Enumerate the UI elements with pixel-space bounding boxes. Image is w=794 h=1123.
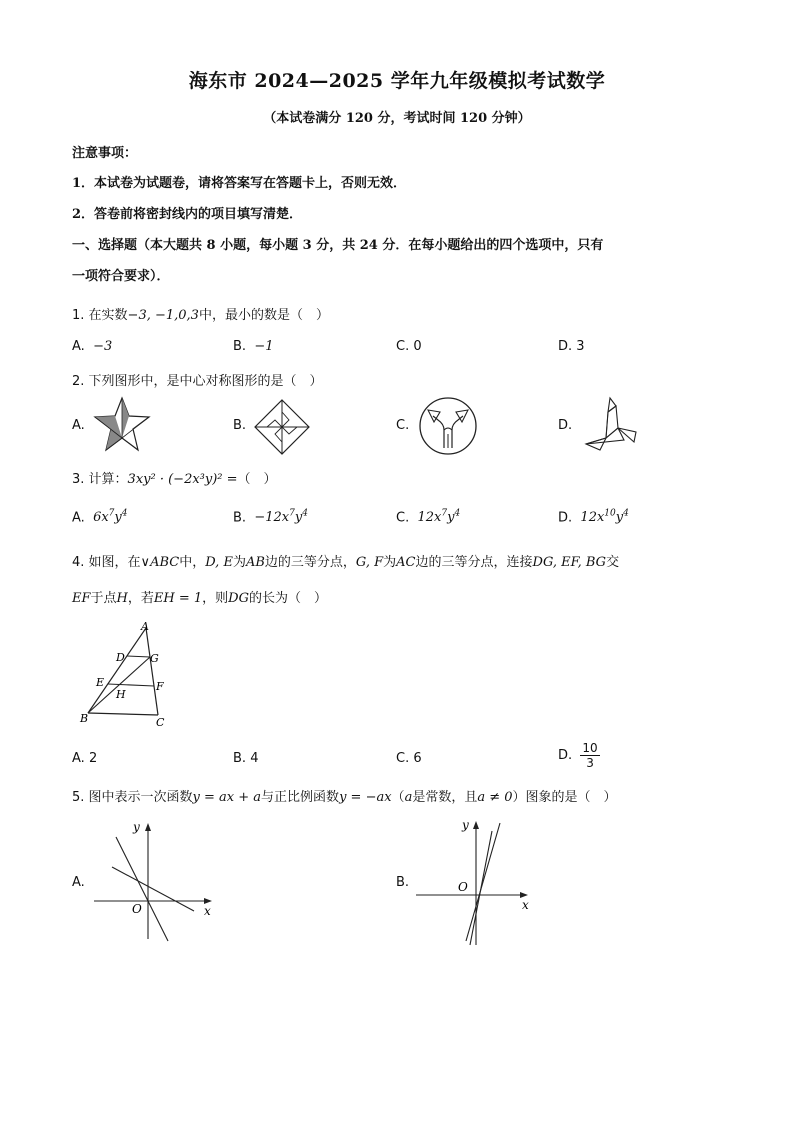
q5-graph-a[interactable] [90,815,220,945]
point-label-f: F [156,680,164,693]
vertex-label-a: A [141,620,149,633]
note-item-1: 1．本试卷为试题卷，请将答案写在答题卡上，否则无效． [72,176,407,191]
question-3-stem [72,468,277,487]
option-letter: A. [72,339,85,354]
page-title: 海东市 2024—2025 学年九年级模拟考试数学 [188,70,606,92]
q5-option-a-label: A. [72,875,85,890]
option-text: −1 [254,339,274,354]
paper-crane-icon[interactable] [578,394,640,456]
q2-option-c-label: C. [396,418,410,433]
point-label-d: D [116,651,125,664]
origin-label: O [458,880,468,894]
origin-label: O [132,902,142,916]
q3-prefix: 3. 计算： [72,472,128,487]
question-4-stem-line-1: 4. 如图，在∨ABC中，D, E为AB边的三等分点，G, F为AC边的三等分点，连接DG, EF, BG交 [72,555,620,570]
q3-expression: 3xy² · (−2x³y)² = [127,472,238,487]
q5-graph-b[interactable] [412,815,542,950]
option-letter: D. [558,339,573,354]
q2-option-a-label: A. [72,418,85,433]
q2-option-d-label: D. [558,418,573,433]
option-letter: C. [396,510,410,526]
q3-suffix: （ ） [237,472,277,487]
q1-option-c[interactable] [396,339,422,354]
q3-option-c[interactable] [396,509,460,525]
option-letter: B. [233,751,247,766]
y-axis-label: y [462,818,469,832]
question-2-stem: 2. 下列图形中，是中心对称图形的是（ ） [72,374,323,389]
vertex-label-c: C [156,716,165,729]
option-text: 0 [413,339,422,354]
option-text: 3 [576,339,585,354]
section-heading-line-1: 一、选择题（本大题共 8 小题，每小题 3 分，共 24 分．在每小题给出的四个选项中，只有 [72,238,604,253]
q3-option-a[interactable] [72,509,128,525]
q1-option-a[interactable] [72,339,112,354]
q1-option-b[interactable] [233,339,274,354]
triangle-figure [76,618,176,730]
pinwheel-square-icon[interactable] [253,398,311,456]
option-expression: $12x^{10}y^4$ [580,509,629,526]
option-expression: $-12x^7y^4$ [254,509,308,526]
fraction: $\frac{10}{3}$ [582,741,598,770]
y-axis-label: y [133,820,140,834]
point-label-e: E [96,676,105,689]
question-5-stem: 5. 图中表示一次函数y = ax + a与正比例函数y = −ax（a是常数，且a ≠ 0）图象的是（ ） [72,790,617,805]
star-icon[interactable] [92,396,152,454]
option-text: 6 [413,751,422,766]
x-axis-label: x [204,904,211,918]
option-letter: C. [396,751,410,766]
x-axis-label: x [522,898,529,912]
vertex-label-b: B [80,712,89,725]
q3-option-b[interactable] [233,509,308,525]
q1-expression: −3, −1,0,3 [127,308,199,323]
option-text: 4 [250,751,259,766]
option-text: 2 [88,751,98,766]
option-letter: B. [233,510,247,526]
q4-option-a[interactable] [72,751,97,766]
section-heading-line-2: 一项符合要求）． [72,269,170,284]
q1-suffix: 中，最小的数是（ ） [198,308,329,323]
q5-option-b-label: B. [396,875,410,890]
page-subtitle: （本试卷满分 120 分，考试时间 120 分钟） [263,111,531,126]
option-letter: A. [72,751,85,766]
option-expression: $12x^7y^4$ [417,509,461,526]
q4-option-d[interactable] [558,741,600,770]
note-item-2: 2．答卷前将密封线内的项目填写清楚． [72,207,303,222]
option-letter: D. [558,748,573,763]
option-expression: $6x^7y^4$ [93,509,128,526]
option-letter: B. [233,339,247,354]
point-label-g: G [150,652,159,665]
q3-option-d[interactable] [558,509,629,525]
option-letter: A. [72,510,85,526]
fork-road-sign-icon[interactable] [418,396,478,456]
notes-heading: 注意事项： [72,146,138,161]
question-1-stem [72,304,329,323]
option-letter: C. [396,339,410,354]
option-letter: D. [558,510,573,526]
question-4-stem-line-2: EF于点H，若EH = 1，则DG的长为（ ） [72,591,327,606]
q1-option-d[interactable] [558,339,585,354]
q1-prefix: 1. 在实数 [72,308,128,323]
option-text: −3 [93,339,113,354]
q4-option-c[interactable] [396,751,422,766]
q2-option-b-label: B. [233,418,247,433]
point-label-h: H [116,688,126,701]
q4-option-b[interactable] [233,751,258,766]
